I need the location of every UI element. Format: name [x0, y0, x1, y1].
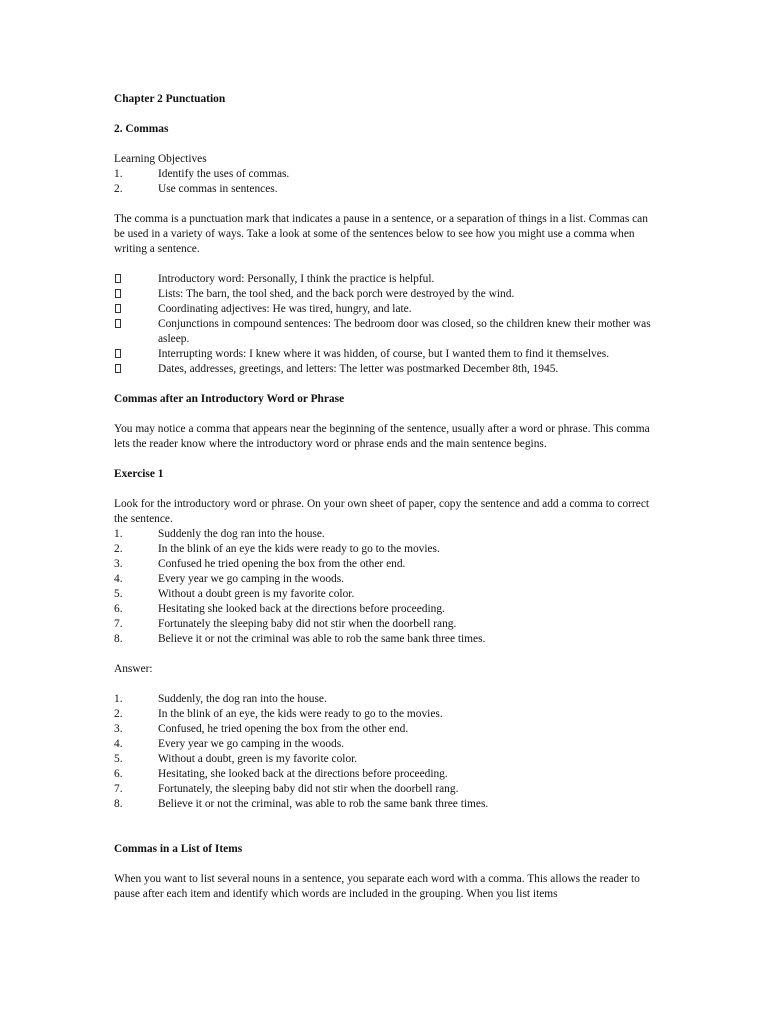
exercise-heading: Exercise 1 — [114, 468, 164, 480]
list-item: 8. Believe it or not the criminal, was able to rob the same bank three times. — [114, 798, 489, 810]
exercise-list — [114, 527, 659, 647]
bullet-box-icon — [115, 349, 121, 358]
bullet-box-icon — [115, 289, 121, 298]
list-item: 7. Fortunately the sleeping baby did not stir when the doorbell rang. — [114, 618, 457, 630]
list-item: Introductory word: Personally, I think the practice is helpful. — [114, 272, 659, 287]
bullet-box-icon — [115, 304, 121, 313]
list-item: 1. Suddenly, the dog ran into the house. — [114, 693, 327, 705]
list-item: 3. Confused, he tried opening the box from the other end. — [114, 723, 409, 735]
exercise-instructions: Look for the introductory word or phrase. On your own sheet of paper, copy the sentence and add a comma to correct the sentence. — [114, 498, 650, 525]
bullet-box-icon — [115, 364, 121, 373]
list-item: 2. In the blink of an eye the kids were ready to go to the movies. — [114, 543, 440, 555]
objectives-list — [114, 167, 659, 197]
list-item: 5. Without a doubt, green is my favorite color. — [114, 753, 358, 765]
list-heading: Commas in a List of Items — [114, 843, 243, 855]
intro-word-heading: Commas after an Introductory Word or Phrase — [114, 393, 345, 405]
comma-uses-list — [114, 272, 659, 377]
list-item: 3. Confused he tried opening the box from the other end. — [114, 558, 406, 570]
list-item: Coordinating adjectives: He was tired, hungry, and late. — [114, 302, 659, 317]
answer-list — [114, 692, 659, 812]
list-item: 6. Hesitating, she looked back at the directions before proceeding. — [114, 768, 448, 780]
objectives-heading: Learning Objectives — [114, 153, 207, 165]
list-paragraph: When you want to list several nouns in a sentence, you separate each word with a comma. This allows the reader to pause after each item and identify which words are included in the grouping. When you list items — [114, 873, 640, 900]
bullet-box-icon — [115, 274, 121, 283]
list-item: 1. Identify the uses of commas. — [114, 168, 290, 180]
intro-word-paragraph: You may notice a comma that appears near the beginning of the sentence, usually after a word or phrase. This comma lets the reader know where the introductory word or phrase ends and the main sentence begins. — [114, 423, 650, 450]
list-item: 1. Suddenly the dog ran into the house. — [114, 528, 325, 540]
list-item: 4. Every year we go camping in the woods. — [114, 738, 344, 750]
list-item: 4. Every year we go camping in the woods. — [114, 573, 344, 585]
bullet-box-icon — [115, 319, 121, 328]
list-item: 5. Without a doubt green is my favorite color. — [114, 588, 355, 600]
list-item: Interrupting words: I knew where it was hidden, of course, but I wanted them to find it themselves. — [114, 347, 659, 362]
section-title: 2. Commas — [114, 123, 169, 135]
list-item: 2. In the blink of an eye, the kids were ready to go to the movies. — [114, 708, 443, 720]
list-item: 2. Use commas in sentences. — [114, 183, 278, 195]
chapter-title: Chapter 2 Punctuation — [114, 93, 226, 105]
intro-paragraph: The comma is a punctuation mark that indicates a pause in a sentence, or a separation of things in a list. Commas can be used in a variety of ways. Take a look at some of the sentences below to see how you might use a comma when writing a sentence. — [114, 213, 648, 255]
list-item: 8. Believe it or not the criminal was able to rob the same bank three times. — [114, 633, 486, 645]
answer-label: Answer: — [114, 663, 153, 675]
list-item: 6. Hesitating she looked back at the directions before proceeding. — [114, 603, 445, 615]
document-page — [114, 92, 659, 902]
list-item: Conjunctions in compound sentences: The bedroom door was closed, so the children knew their mother was asleep. — [114, 317, 659, 347]
list-item: Lists: The barn, the tool shed, and the back porch were destroyed by the wind. — [114, 287, 659, 302]
list-item: Dates, addresses, greetings, and letters: The letter was postmarked December 8th, 1945. — [114, 362, 659, 377]
list-item: 7. Fortunately, the sleeping baby did not stir when the doorbell rang. — [114, 783, 459, 795]
